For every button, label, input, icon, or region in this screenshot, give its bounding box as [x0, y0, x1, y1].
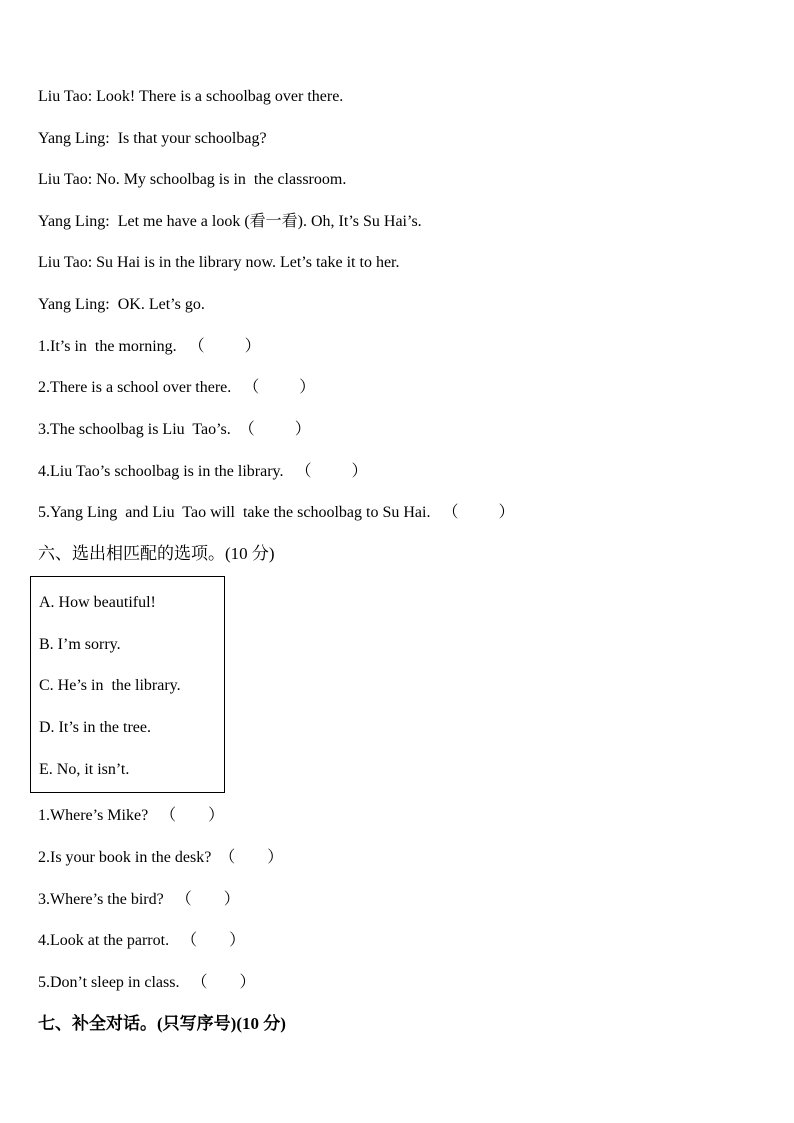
judge-item-5: 5.Yang Ling and Liu Tao will take the schoolbag to Su Hai. （ ） — [38, 504, 515, 521]
judge-item-3: 3.The schoolbag is Liu Tao’s. （ ） — [38, 421, 311, 438]
option-b: B. I’m sorry. — [39, 636, 121, 653]
dialogue-line-2: Yang Ling: Is that your schoolbag? — [38, 130, 267, 147]
match-item-3: 3.Where’s the bird? （ ） — [38, 891, 240, 908]
dialogue-line-1: Liu Tao: Look! There is a schoolbag over there. — [38, 88, 344, 105]
judge-item-2: 2.There is a school over there. （ ） — [38, 379, 316, 396]
option-d: D. It’s in the tree. — [39, 719, 151, 736]
judge-item-1: 1.It’s in the morning. （ ） — [38, 338, 261, 355]
section-7-title: 七、补全对话。(只写序号)(10 分) — [38, 1014, 286, 1033]
option-c: C. He’s in the library. — [39, 677, 181, 694]
dialogue-line-3: Liu Tao: No. My schoolbag is in the classroom. — [38, 171, 347, 188]
match-item-2: 2.Is your book in the desk? （ ） — [38, 849, 284, 866]
match-item-4: 4.Look at the parrot. （ ） — [38, 932, 246, 949]
match-item-1: 1.Where’s Mike? （ ） — [38, 807, 225, 824]
option-e: E. No, it isn’t. — [39, 761, 130, 778]
options-box — [30, 576, 225, 793]
match-item-5: 5.Don’t sleep in class. （ ） — [38, 974, 256, 991]
judge-item-4: 4.Liu Tao’s schoolbag is in the library. （ ） — [38, 463, 368, 480]
section-6-title: 六、选出相匹配的选项。(10 分) — [38, 544, 275, 563]
dialogue-line-4: Yang Ling: Let me have a look (看一看). Oh, It’s Su Hai’s. — [38, 213, 422, 230]
dialogue-line-6: Yang Ling: OK. Let’s go. — [38, 296, 205, 313]
option-a: A. How beautiful! — [39, 594, 156, 611]
dialogue-line-5: Liu Tao: Su Hai is in the library now. Let’s take it to her. — [38, 254, 400, 271]
